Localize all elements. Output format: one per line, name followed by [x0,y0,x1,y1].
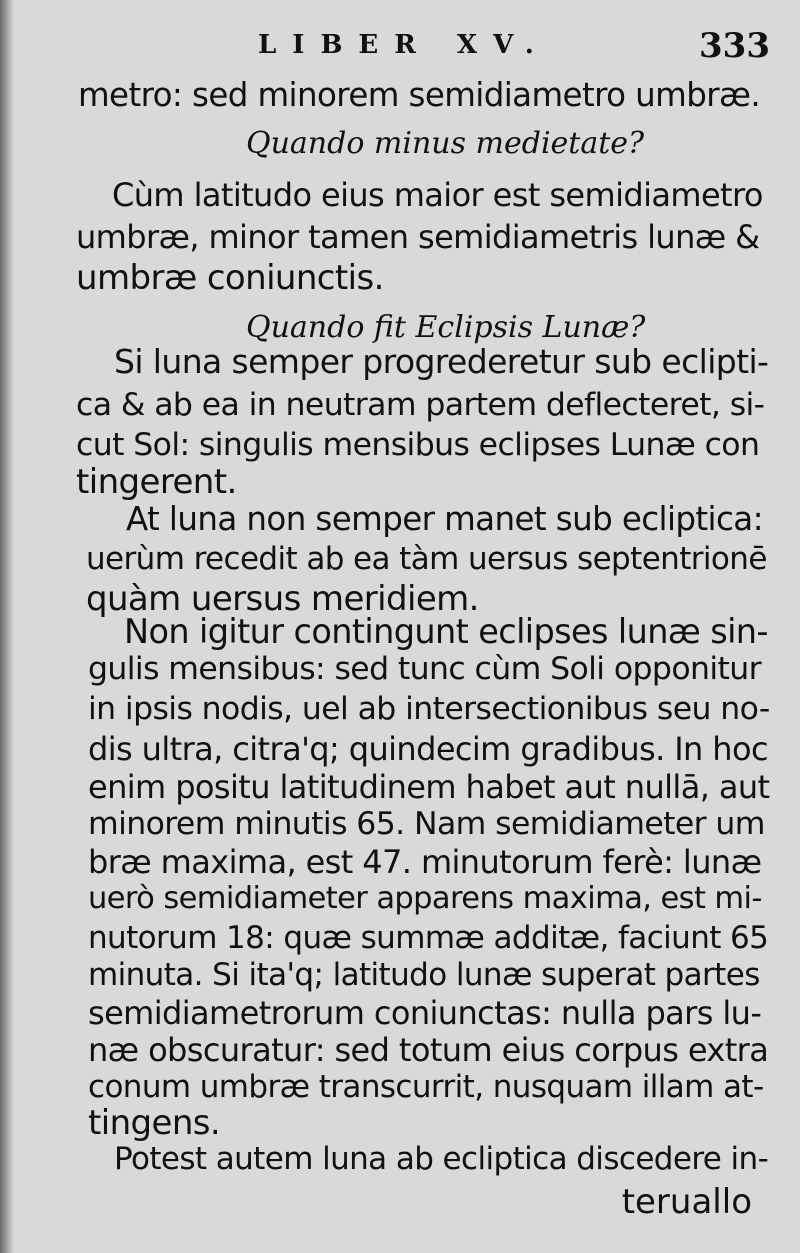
text-line: nutorum 18: quæ summæ additæ, faciunt 65 [88,920,769,956]
running-head: LIBER XV. [258,30,550,60]
text-line: næ obscuratur: sed totum eius corpus extra [88,1031,769,1069]
catchword: teruallo [621,1182,752,1222]
text-line: bræ maxima, est 47. minutorum ferè: lunæ [88,843,762,881]
text-line: uerùm recedit ab ea tàm uersus septentrionē [86,541,767,577]
gutter-shadow [0,0,14,1253]
text-line: ca & ab ea in neutram partem deflecteret, si- [76,387,765,423]
section-heading: Quando fit Eclipsis Lunæ? [246,310,646,345]
text-line: umbræ coniunctis. [76,258,384,298]
section-heading: Quando minus medietate? [246,126,645,161]
text-line: minuta. Si ita'q; latitudo lunæ superat partes [88,957,760,993]
text-line: semidiametrorum coniunctas: nulla pars lu- [88,994,762,1032]
text-line: Si luna semper progrederetur sub eclipti- [114,342,769,381]
text-line: tingens. [88,1103,221,1143]
page-number: 333 [699,26,770,66]
text-line: enim positu latitudinem habet aut nullā, aut [88,768,770,806]
text-line: gulis mensibus: sed tunc cùm Soli opponitur [88,651,761,687]
text-line: Cùm latitudo eius maior est semidiametro [112,176,763,214]
text-line: in ipsis nodis, uel ab intersectionibus seu no- [88,691,770,727]
text-line: minorem minutis 65. Nam semidiameter um [88,806,765,842]
text-line: umbræ, minor tamen semidiametris lunæ & [76,218,760,256]
text-line: Non igitur contingunt eclipses lunæ sin- [124,612,768,651]
text-line: dis ultra, citra'q; quindecim gradibus. In hoc [88,730,768,768]
text-line: cut Sol: singulis mensibus eclipses Lunæ con [76,427,760,463]
text-line: Potest autem luna ab ecliptica discedere in- [114,1141,769,1177]
page-header [0,26,800,66]
text-line: tingerent. [76,462,237,502]
text-line: uerò semidiameter apparens maxima, est mi- [88,881,762,916]
text-line: conum umbræ transcurrit, nusquam illam at- [88,1069,764,1105]
text-line: quàm uersus meridiem. [86,579,479,619]
text-line: metro: sed minorem semidiametro umbræ. [78,76,761,114]
text-line: At luna non semper manet sub ecliptica: [126,500,763,538]
